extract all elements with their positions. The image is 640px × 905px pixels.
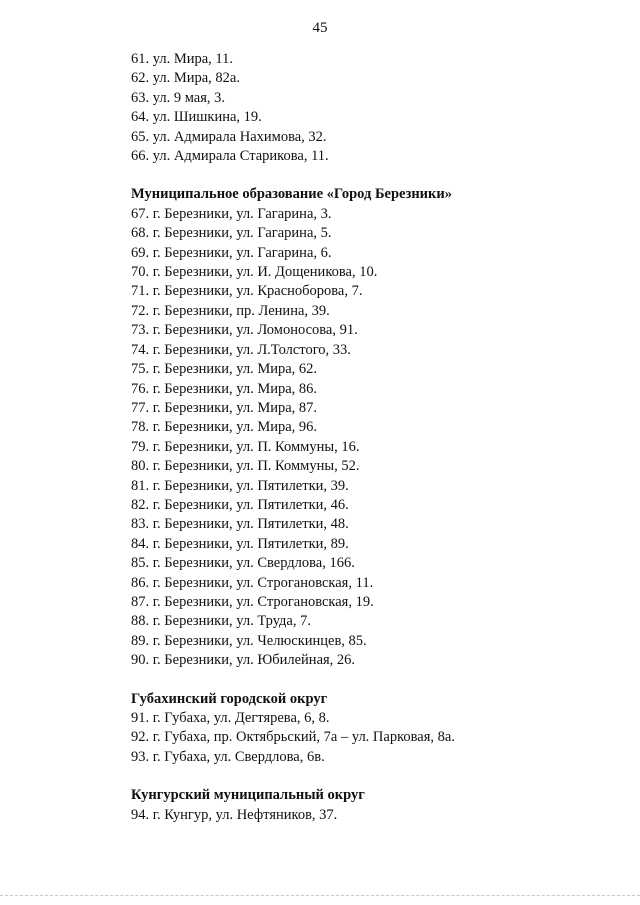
list-item: 65. ул. Адмирала Нахимова, 32. xyxy=(131,128,327,145)
list-item: 82. г. Березники, ул. Пятилетки, 46. xyxy=(131,496,349,513)
section-gubakha xyxy=(131,690,611,768)
section-continued-list xyxy=(131,50,611,166)
list-item: 68. г. Березники, ул. Гагарина, 5. xyxy=(131,225,332,242)
list-item: 78. г. Березники, ул. Мира, 96. xyxy=(131,419,318,436)
list-item: 62. ул. Мира, 82а. xyxy=(131,70,240,87)
list-item: 81. г. Березники, ул. Пятилетки, 39. xyxy=(131,477,349,494)
section-heading: Губахинский городской округ xyxy=(131,690,328,707)
address-list xyxy=(131,205,611,671)
list-item: 90. г. Березники, ул. Юбилейная, 26. xyxy=(131,652,356,669)
list-item: 66. ул. Адмирала Старикова, 11. xyxy=(131,148,329,165)
list-item: 71. г. Березники, ул. Красноборова, 7. xyxy=(131,283,363,300)
list-item: 63. ул. 9 мая, 3. xyxy=(131,89,226,106)
list-item: 73. г. Березники, ул. Ломоносова, 91. xyxy=(131,322,358,339)
list-item: 88. г. Березники, ул. Труда, 7. xyxy=(131,613,311,630)
section-berezniki xyxy=(131,185,611,670)
address-list xyxy=(131,50,611,166)
section-heading: Муниципальное образование «Город Березники» xyxy=(131,186,452,203)
list-item: 87. г. Березники, ул. Строгановская, 19. xyxy=(131,593,374,610)
section-heading: Кунгурский муниципальный округ xyxy=(131,787,365,804)
address-list xyxy=(131,709,611,767)
list-item: 74. г. Березники, ул. Л.Толстого, 33. xyxy=(131,341,351,358)
document-body xyxy=(131,50,611,825)
list-item: 89. г. Березники, ул. Челюскинцев, 85. xyxy=(131,632,367,649)
list-item: 91. г. Губаха, ул. Дегтярева, 6, 8. xyxy=(131,710,330,726)
list-item: 69. г. Березники, ул. Гагарина, 6. xyxy=(131,244,332,261)
list-item: 92. г. Губаха, пр. Октябрьский, 7а – ул. Парковая, 8а. xyxy=(131,729,455,746)
list-item: 85. г. Березники, ул. Свердлова, 166. xyxy=(131,555,355,572)
list-item: 70. г. Березники, ул. И. Дощеникова, 10. xyxy=(131,264,378,281)
list-item: 77. г. Березники, ул. Мира, 87. xyxy=(131,399,318,416)
list-item: 76. г. Березники, ул. Мира, 86. xyxy=(131,380,318,397)
address-list xyxy=(131,806,611,825)
list-item: 83. г. Березники, ул. Пятилетки, 48. xyxy=(131,516,349,533)
list-item: 80. г. Березники, ул. П. Коммуны, 52. xyxy=(131,458,360,475)
list-item: 84. г. Березники, ул. Пятилетки, 89. xyxy=(131,535,349,552)
list-item: 64. ул. Шишкина, 19. xyxy=(131,109,262,126)
list-item: 94. г. Кунгур, ул. Нефтяников, 37. xyxy=(131,806,338,823)
list-item: 72. г. Березники, пр. Ленина, 39. xyxy=(131,302,330,319)
list-item: 79. г. Березники, ул. П. Коммуны, 16. xyxy=(131,438,360,455)
list-item: 61. ул. Мира, 11. xyxy=(131,51,234,67)
list-item: 86. г. Березники, ул. Строгановская, 11. xyxy=(131,574,374,591)
section-kungur xyxy=(131,786,611,825)
page-bottom-edge xyxy=(0,895,640,896)
list-item: 93. г. Губаха, ул. Свердлова, 6в. xyxy=(131,748,325,765)
page-number: 45 xyxy=(312,20,328,36)
list-item: 67. г. Березники, ул. Гагарина, 3. xyxy=(131,205,332,222)
list-item: 75. г. Березники, ул. Мира, 62. xyxy=(131,361,318,378)
